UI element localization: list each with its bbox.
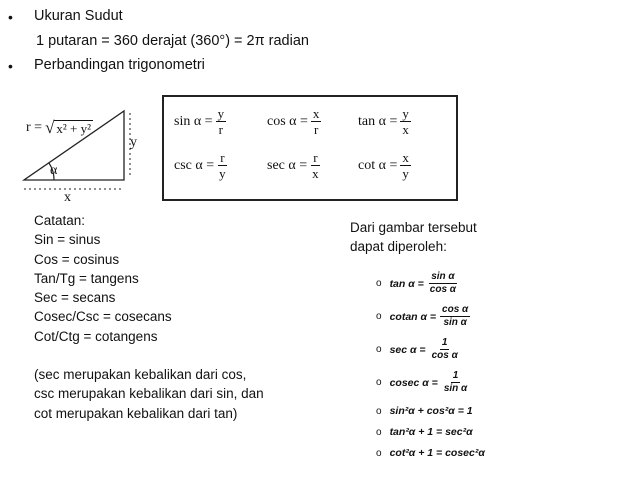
- formula-identity-tan-sec: [376, 426, 473, 438]
- list-marker: o: [376, 311, 382, 322]
- note-line: csc merupakan kebalikan dari sin, dan: [34, 386, 264, 402]
- cos-fraction: [311, 107, 322, 136]
- cot-numerator: x: [402, 150, 409, 165]
- sec-fraction: [310, 151, 321, 180]
- sec-label: sec α =: [267, 157, 308, 173]
- sqrt-expression: x² + y²: [56, 120, 92, 136]
- list-marker: o: [376, 447, 382, 459]
- formula-fraction: [440, 305, 470, 328]
- list-marker: o: [376, 405, 382, 417]
- sin-denominator: r: [218, 122, 223, 137]
- cos-denominator: r: [313, 122, 319, 137]
- formula-numerator: sin α: [431, 271, 455, 282]
- radian-definition: 1 putaran = 360 derajat (360°) = 2π radian: [36, 33, 309, 49]
- note-line: Cot/Ctg = cotangens: [34, 328, 158, 344]
- formula-identity-cot-cosec: [376, 447, 485, 459]
- tan-denominator: x: [402, 122, 409, 137]
- alpha-label: α: [50, 163, 58, 178]
- derived-intro-line1: Dari gambar tersebut: [350, 220, 477, 235]
- tan-fraction: [400, 107, 411, 136]
- formula-lhs: tan α =: [389, 277, 424, 290]
- formula-text: tan²α + 1 = sec²α: [389, 426, 473, 438]
- csc-label: csc α =: [174, 157, 215, 173]
- formula-denominator: cos α: [429, 284, 457, 295]
- cos-formula: [267, 107, 321, 136]
- derived-intro-line2: dapat diperoleh:: [350, 239, 447, 254]
- note-line: (sec merupakan kebalikan dari cos,: [34, 367, 247, 383]
- notes-title: Catatan:: [34, 213, 86, 228]
- formula-tan: [376, 272, 458, 295]
- list-marker: o: [376, 278, 382, 289]
- bullet-dot: •: [8, 58, 13, 74]
- notes-block: [34, 211, 264, 423]
- note-line: Cos = cosinus: [34, 251, 120, 267]
- formula-numerator: cos α: [442, 304, 469, 315]
- csc-denominator: y: [219, 166, 226, 181]
- csc-formula: [174, 151, 228, 180]
- sin-formula: [174, 107, 226, 136]
- sqrt-icon: √: [45, 118, 55, 137]
- sin-label: sin α =: [174, 113, 213, 129]
- formula-denominator: sin α: [443, 383, 468, 394]
- formula-numerator: 1: [441, 337, 448, 348]
- note-line: Sin = sinus: [34, 232, 101, 248]
- formula-lhs: sec α =: [389, 343, 426, 356]
- sin-fraction: [216, 107, 227, 136]
- tan-numerator: y: [402, 106, 409, 121]
- y-label: y: [130, 135, 137, 150]
- formula-lhs: cosec α =: [389, 376, 438, 389]
- formula-numerator: 1: [452, 370, 459, 381]
- cos-numerator: x: [312, 106, 320, 121]
- formula-cotan: [376, 305, 470, 328]
- cot-formula: [358, 151, 411, 180]
- formula-lhs: cotan α =: [389, 310, 437, 323]
- note-line: Cosec/Csc = cosecans: [34, 309, 172, 325]
- list-marker: o: [376, 344, 382, 355]
- formula-cosec: [376, 371, 469, 394]
- cot-fraction: [400, 151, 411, 180]
- sin-numerator: y: [217, 106, 225, 121]
- formula-identity-sin-cos: [376, 405, 473, 417]
- cos-label: cos α =: [267, 113, 308, 129]
- list-marker: o: [376, 377, 382, 388]
- formula-text: cot²α + 1 = cosec²α: [389, 447, 485, 459]
- tan-label: tan α =: [358, 113, 398, 129]
- formula-text: sin²α + cos²α = 1: [389, 405, 473, 417]
- cot-denominator: y: [402, 166, 409, 181]
- formula-fraction: [428, 272, 458, 295]
- r-label: r =: [26, 120, 43, 135]
- x-label: x: [64, 190, 71, 205]
- trig-ratio-box: [162, 95, 458, 201]
- triangle-shape: [24, 111, 124, 180]
- bullet-dot: •: [8, 9, 13, 25]
- right-triangle-diagram: [20, 105, 160, 205]
- note-line: cot merupakan kebalikan dari tan): [34, 405, 238, 421]
- formula-sec: [376, 338, 460, 361]
- note-line: Sec = secans: [34, 290, 116, 306]
- cot-label: cot α =: [358, 157, 398, 173]
- csc-numerator: r: [220, 150, 225, 165]
- csc-fraction: [217, 151, 228, 180]
- sec-formula: [267, 151, 321, 180]
- tan-formula: [358, 107, 411, 136]
- formula-fraction: [442, 371, 469, 394]
- sec-numerator: r: [313, 150, 318, 165]
- note-line: Tan/Tg = tangens: [34, 270, 139, 286]
- formula-denominator: sin α: [443, 317, 467, 328]
- formula-fraction: [430, 338, 460, 361]
- bullet-ukuran-sudut: Ukuran Sudut: [34, 8, 123, 24]
- note-spacer: [34, 346, 264, 365]
- list-marker: o: [376, 426, 382, 438]
- formula-denominator: cos α: [431, 350, 458, 361]
- sec-denominator: x: [312, 166, 319, 181]
- bullet-perbandingan: Perbandingan trigonometri: [34, 57, 205, 73]
